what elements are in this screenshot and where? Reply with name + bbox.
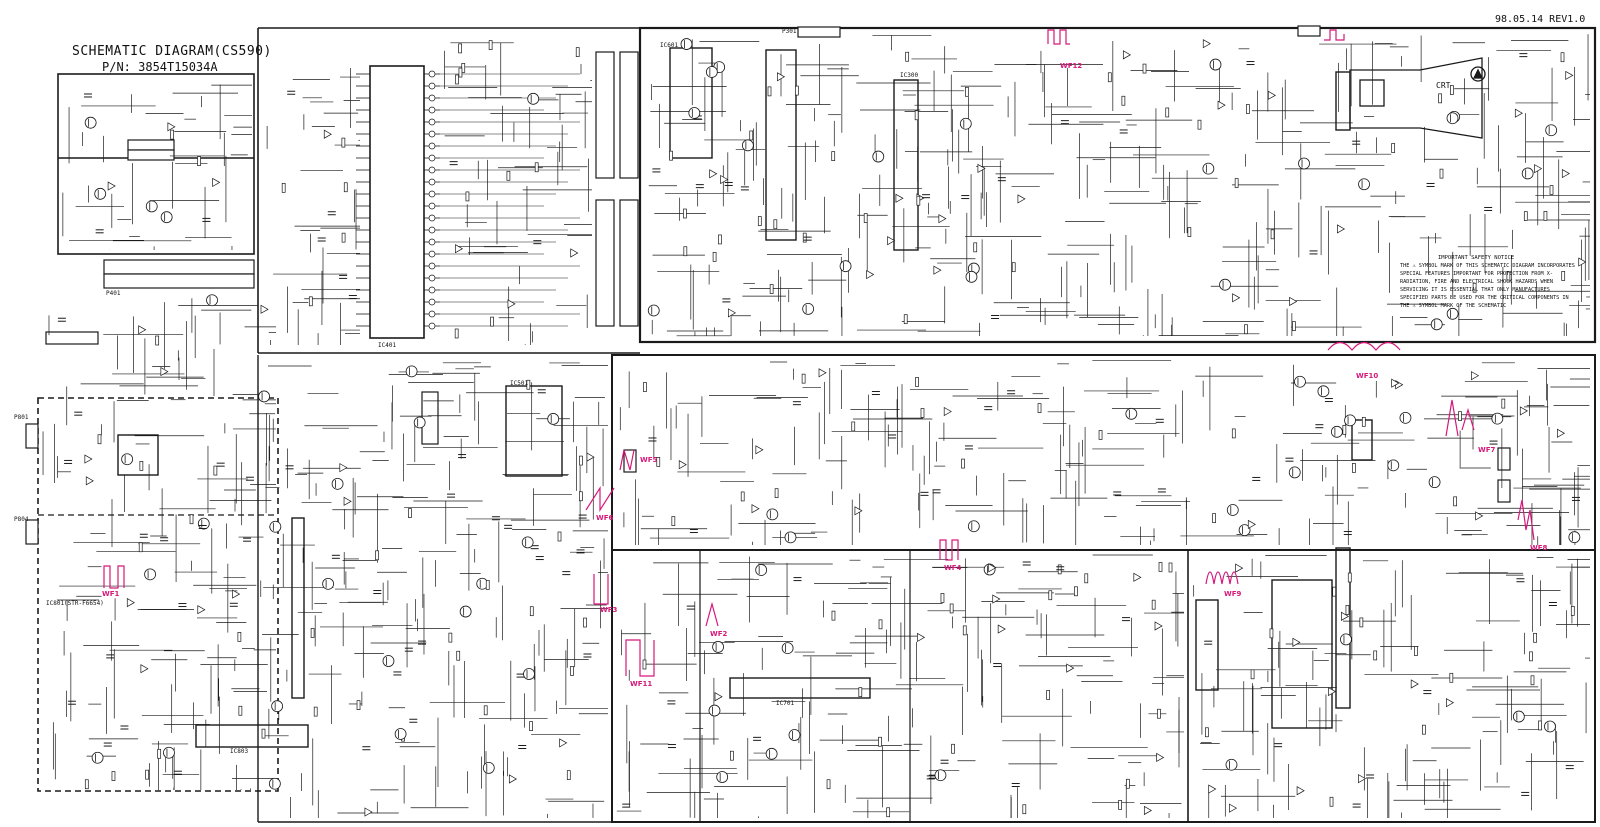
ic803-label: IC803 bbox=[230, 748, 249, 755]
waveform-label: WF9 bbox=[1224, 590, 1242, 598]
waveform-label: WF1 bbox=[102, 590, 120, 598]
waveform-label: WF5 bbox=[640, 456, 658, 464]
crt-label: CRT bbox=[1436, 81, 1451, 90]
connector-p804-label: P804 bbox=[14, 516, 29, 523]
waveform-label: WF10 bbox=[1356, 372, 1379, 380]
waveform-label: WF12 bbox=[1060, 62, 1083, 70]
part-number: P/N: 3854T15034A bbox=[102, 60, 218, 74]
connector-p401-label: P401 bbox=[106, 290, 121, 297]
revision-label: 98.05.14 REV1.0 bbox=[1495, 14, 1586, 25]
ic401-label: IC401 bbox=[378, 342, 397, 349]
connector-strips bbox=[26, 26, 1510, 544]
waveform-label: WF3 bbox=[600, 606, 618, 614]
wiring bbox=[43, 34, 1590, 818]
waveform-label: WF8 bbox=[1530, 544, 1548, 552]
waveform-label: WF4 bbox=[944, 564, 962, 572]
frame-lines bbox=[38, 28, 1595, 822]
connector-p301-label: P301 bbox=[782, 28, 797, 35]
components bbox=[58, 39, 1586, 817]
waveform-label: WF6 bbox=[596, 514, 614, 522]
ic701-label: IC701 bbox=[776, 700, 795, 707]
waveform-label: WF11 bbox=[630, 680, 653, 688]
safety-notice bbox=[1400, 254, 1580, 310]
connector-p801-label: P801 bbox=[14, 414, 29, 421]
ic401-chip bbox=[356, 66, 580, 338]
safety-notice-title: IMPORTANT SAFETY NOTICE bbox=[1438, 255, 1515, 261]
ic801-label: IC801(STR-F6654) bbox=[46, 600, 104, 607]
safety-notice-body: THE ⚠ SYMBOL MARK OF THIS SCHEMATIC DIAGRAM INCORPORATES SPECIAL FEATURES IMPORTANT FOR PROTECTION FROM X-RADIATION, FIRE AND ELECTRICAL SHOCK HAZARDS WHEN SERVICING IT IS ESSENTIAL THAT ONLY MANUFACTURES SPECIFIED PARTS BE USED FOR THE CRITICAL COMPONENTS IN THE ⚠ SYMBOL MARK OF THE SCHEMATIC bbox=[1400, 263, 1575, 309]
page-title: SCHEMATIC DIAGRAM(CS590) bbox=[72, 43, 272, 60]
ic501-label: IC501 bbox=[510, 380, 529, 387]
waveform-label: WF2 bbox=[710, 630, 728, 638]
ic300-label: IC300 bbox=[900, 72, 919, 79]
ic601-label: IC601 bbox=[660, 42, 679, 49]
waveform-label: WF7 bbox=[1478, 446, 1496, 454]
